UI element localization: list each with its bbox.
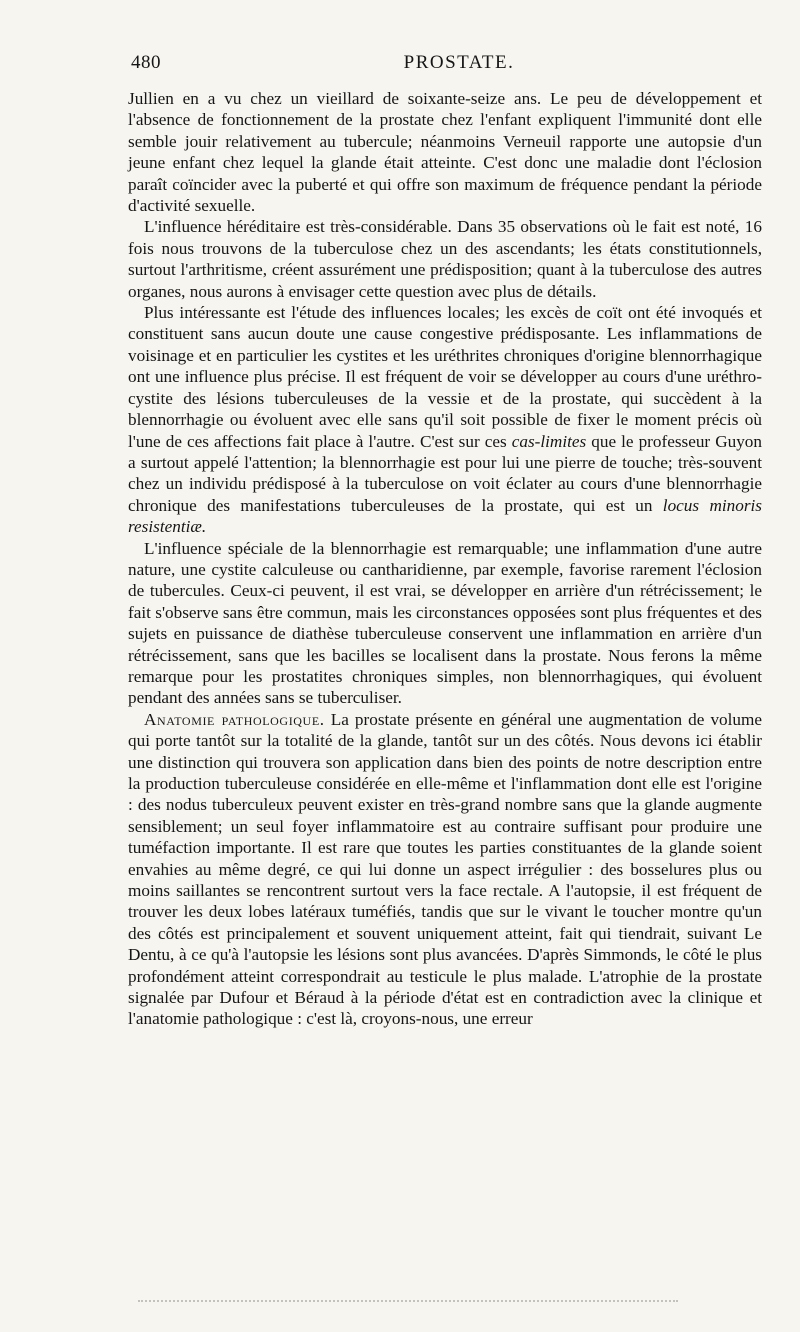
paragraph-1: Jullien en a vu chez un vieillard de soixante-seize ans. Le peu de développement et l'absence de fonctionnement de la prostate chez l'enfant expliquent l'immunité dont elle semble jouir relativement au tubercule; néanmoins Verneuil rapporte une autopsie d'un jeune enfant chez lequel la glande était atteinte. C'est donc une maladie dont l'éclosion paraît coïncider avec la puberté et qui offre son maximum de fréquence pendant la période d'activité sexuelle. bbox=[128, 89, 762, 216]
paragraph-3 bbox=[128, 302, 762, 537]
italic-term-locus-minoris: locus minoris resistentiæ. bbox=[128, 495, 762, 537]
running-title: PROSTATE. bbox=[403, 52, 515, 73]
paragraph-5-body: La prostate présente en général une augmentation de volume qui porte tantôt sur la totalité de la glande, tantôt sur un des côtés. Nous devons ici établir une distinction qui trouvera son application dans bien des points de notre description entre la production tuberculeuse considérée en elle-même et l'inflammation dont elle est l'origine : des nodus tuberculeux peuvent exister en très-grand nombre sans que la glande augmente sensiblement; un seul foyer inflammatoire est au contraire suffisant pour produire une tuméfaction importante. Il est rare que toutes les parties constituantes de la glande soient envahies au même degré, ce qui lui donne un aspect irrégulier : des bosselures plus ou moins saillantes se rencontrent surtout vers la face rectale. A l'autopsie, il est fréquent de trouver les deux lobes latéraux tuméfiés, tandis que sur le vivant le toucher montre qu'un des côtés est principalement et souvent uniquement atteint, fait qui tiendrait, suivant Le Dentu, à ce qu'à l'autopsie les lésions sont plus avancées. D'après Simmonds, le côté le plus profondément atteint correspondrait au testicule le plus malade. L'atrophie de la prostate signalée par Dufour et Béraud à la période d'état est en contradiction avec la clinique et l'anatomie pathologique : c'est là, croyons-nous, une erreur bbox=[128, 709, 763, 1029]
italic-term-cas-limites: cas-limites bbox=[511, 431, 587, 451]
page-number: 480 bbox=[131, 52, 161, 73]
paragraph-4: L'influence spéciale de la blennorrhagie est remarquable; une inflammation d'une autre nature, une cystite calculeuse ou cantharidienne, par exemple, favorise rarement l'éclosion de tubercules. Ceux-ci peuvent, il est vrai, se développer en arrière d'un rétrécissement; le fait s'observe sans être commun, mais les circonstances opposées sont plus fréquentes et des sujets en puissance de diathèse tuberculeuse conservent une inflammation en arrière d'un rétrécissement, sans que les bacilles se localisent dans la prostate. Nous ferons la même remarque pour les prostatites chroniques simples, non blennorrhagiques, qui évoluent pendant des années sans se tuberculiser. bbox=[128, 538, 762, 708]
paragraph-5 bbox=[128, 709, 762, 1030]
paragraph-3-part-1: Plus intéressante est l'étude des influences locales; les excès de coït ont été invoqués et constituent sans aucun doute une cause congestive prédisposante. Les inflammations de voisinage et en particulier les cystites et les uréthrites chroniques d'origine blennorrhagique ont une influence plus précise. Il est fréquent de voir se développer au cours d'une uréthro-cystite des lésions tuberculeuses de la vessie et de la prostate, qui succèdent à la blennorrhagie ou évoluent avec elle sans qu'il soit possible de fixer le moment précis où l'une de ces affections fait place à l'autre. C'est sur ces bbox=[128, 303, 762, 451]
body-text bbox=[128, 88, 762, 1030]
paragraph-2: L'influence héréditaire est très-considérable. Dans 35 observations où le fait est noté, 16 fois nous trouvons de la tuberculose chez un des ascendants; les états constitutionnels, surtout l'arthritisme, créent assurément une prédisposition; quant à la tuberculose des autres organes, nous aurons à envisager cette question avec plus de détails. bbox=[128, 217, 762, 301]
paragraph-3-part-2: que le professeur Guyon a surtout appelé l'attention; la blennorrhagie est pour lui une pierre de touche; très-souvent chez un individu prédisposé à la tuberculose on voit éclater au cours d'une blennorrhagie chronique des manifestations tuberculeuses de la prostate, qui est un bbox=[128, 431, 762, 515]
scan-artifact-line bbox=[138, 1300, 678, 1303]
running-head bbox=[128, 52, 762, 88]
section-heading: Anatomie pathologique. bbox=[144, 709, 325, 729]
